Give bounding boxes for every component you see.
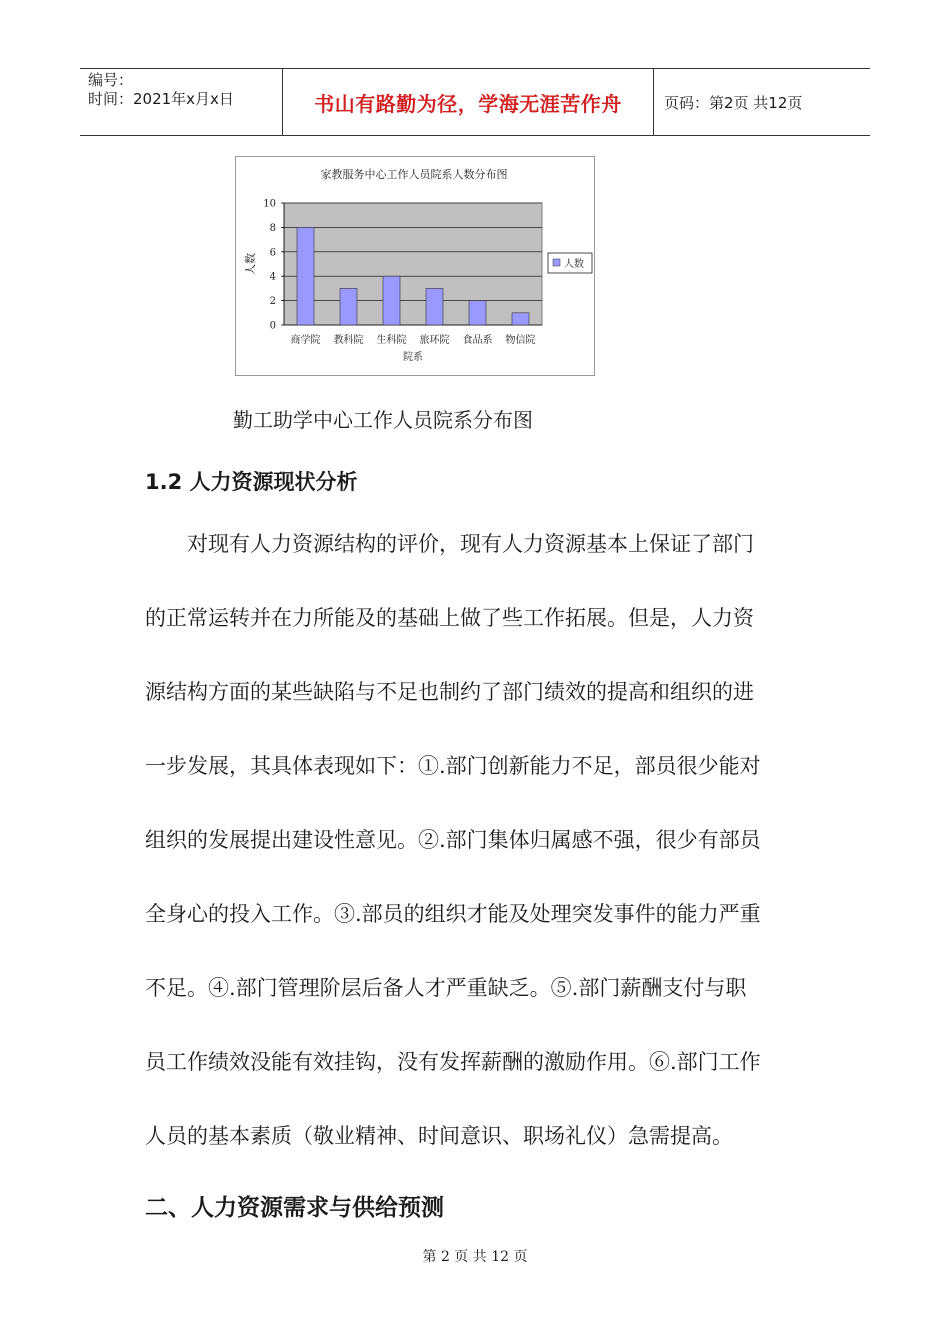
- section-1-2-heading: 1.2 人力资源现状分析: [145, 470, 358, 494]
- chart-svg: [236, 157, 594, 375]
- legend-label: 人数: [564, 259, 584, 270]
- x-tick-label: 物信院: [505, 335, 536, 346]
- x-tick-label: 旅环院: [419, 335, 450, 346]
- legend-swatch: [553, 259, 560, 266]
- x-tick-label: 生科院: [376, 335, 407, 346]
- bar: [512, 313, 529, 325]
- plot-area: [284, 203, 542, 325]
- section-2-heading: 二、人力资源需求与供给预测: [145, 1195, 444, 1221]
- motto-text: 书山有路勤为径，学海无涯苦作舟: [314, 91, 622, 116]
- x-tick-label: 食品系: [462, 335, 493, 346]
- section-1-2-paragraph: [145, 522, 810, 1188]
- y-tick-label: 10: [263, 198, 276, 210]
- paragraph-line: 全身心的投入工作。③.部员的组织才能及处理突发事件的能力严重: [145, 902, 761, 926]
- paragraph-line: 一步发展，其具体表现如下：①.部门创新能力不足，部员很少能对: [145, 754, 761, 778]
- y-tick-label: 0: [269, 320, 276, 332]
- page-info: 页码：第2页 共12页: [664, 93, 803, 112]
- y-tick-label: 2: [269, 296, 276, 308]
- paragraph-line: 的正常运转并在力所能及的基础上做了些工作拓展。但是，人力资: [145, 606, 754, 630]
- x-axis-label: 院系: [403, 352, 423, 363]
- chart-caption: 勤工助学中心工作人员院系分布图: [233, 408, 533, 432]
- paragraph-line: 人员的基本素质（敬业精神、时间意识、职场礼仪）急需提高。: [145, 1124, 733, 1148]
- page-header: [80, 68, 870, 136]
- chart-title: 家教服务中心工作人员院系人数分布图: [320, 168, 508, 181]
- paragraph-line: 源结构方面的某些缺陷与不足也制约了部门绩效的提高和组织的进: [145, 680, 754, 704]
- y-tick-label: 4: [269, 271, 276, 283]
- bar-chart: [235, 156, 595, 376]
- page-footer: 第 2 页 共 12 页: [422, 1249, 528, 1265]
- bar: [297, 227, 314, 325]
- x-tick-label: 商学院: [290, 335, 321, 346]
- header-motto-cell: [282, 69, 654, 135]
- number-label: 编号：: [88, 71, 134, 89]
- y-tick-label: 6: [269, 247, 276, 259]
- y-axis-label: 人数: [244, 253, 257, 275]
- paragraph-line: 组织的发展提出建设性意见。②.部门集体归属感不强，很少有部员: [145, 828, 761, 852]
- header-page-info-cell: [654, 69, 870, 135]
- paragraph-line: 员工作绩效没能有效挂钩，没有发挥薪酬的激励作用。⑥.部门工作: [145, 1050, 761, 1074]
- y-tick-label: 8: [269, 222, 276, 234]
- x-tick-label: 教科院: [333, 335, 364, 346]
- bar: [340, 288, 357, 325]
- paragraph-line: 对现有人力资源结构的评价，现有人力资源基本上保证了部门: [187, 532, 754, 556]
- time-label: 时间：2021年x月x日: [88, 90, 234, 108]
- bar: [469, 301, 486, 325]
- bar: [426, 288, 443, 325]
- paragraph-line: 不足。④.部门管理阶层后备人才严重缺乏。⑤.部门薪酬支付与职: [145, 976, 747, 1000]
- header-meta: [80, 69, 282, 135]
- bar: [383, 276, 400, 325]
